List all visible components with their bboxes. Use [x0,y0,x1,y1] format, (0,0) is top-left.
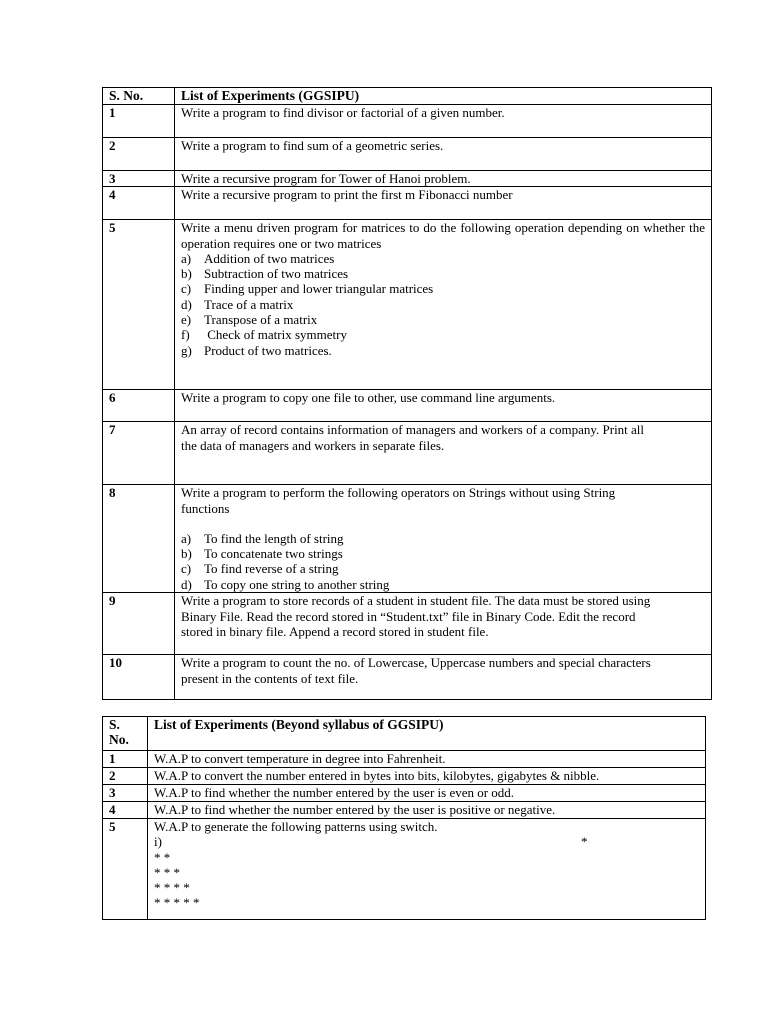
list-item [181,281,705,296]
table-row [103,819,706,920]
item-text: To find the length of string [204,530,344,546]
list-item [181,297,705,312]
experiment-cell [175,485,712,593]
row-number: 7 [103,422,175,485]
item-label: g) [181,342,192,358]
experiments-table-beyond-syllabus [102,716,706,920]
row-number: 5 [103,819,148,920]
experiment-text: Write a menu driven program for matrices to do the following operation depending on whether the operation requires one or two matrices [181,220,705,251]
sno-header: S. No. [103,88,175,105]
list-item [181,546,705,561]
pattern-line: * * * [154,864,180,880]
pattern-label-line [154,834,699,849]
table-row [103,768,706,785]
item-label: d) [181,296,192,312]
item-text: Trace of a matrix [204,296,294,312]
item-label: b) [181,266,192,282]
list-item [181,343,705,358]
experiment-text: W.A.P to find whether the number entered by the user is even or odd. [148,785,706,802]
experiment-text: Write a program to perform the following operators on Strings without using String functions [181,485,616,516]
row-number: 8 [103,485,175,593]
row-number: 10 [103,655,175,700]
experiment-text: Write a program to find sum of a geometric series. [175,138,712,171]
experiment-text: Write a program to find divisor or factorial of a given number. [175,105,712,138]
list-item [181,251,705,266]
list-item [181,531,705,546]
table-row [103,593,712,655]
list-item [181,577,705,592]
table-row [103,105,712,138]
table-row [103,422,712,485]
item-label: e) [181,312,192,328]
item-text: Check of matrix symmetry [204,327,347,343]
table-row [103,802,706,819]
list-item [181,312,705,327]
item-text: Subtraction of two matrices [204,266,349,282]
item-label: d) [181,576,192,592]
item-label: a) [181,250,192,266]
item-label: b) [181,546,192,562]
row-number: 2 [103,138,175,171]
experiments-table-ggsipu [102,87,712,700]
row-number: 5 [103,220,175,390]
experiment-cell [175,220,712,390]
list-item [181,266,705,281]
experiment-cell [148,819,706,920]
item-text: Transpose of a matrix [204,312,318,328]
table-row [103,785,706,802]
spacer [181,516,705,531]
pattern-label: i) [154,834,162,850]
experiment-text: Write a recursive program to print the first m Fibonacci number [175,187,712,220]
item-text: To concatenate two strings [204,546,343,562]
item-text: To copy one string to another string [204,576,390,592]
experiment-text: Write a program to copy one file to other, use command line arguments. [175,390,712,422]
pattern-line: * * * * * [154,895,200,911]
row-number: 3 [103,171,175,187]
experiment-text: W.A.P to convert temperature in degree into Fahrenheit. [148,751,706,768]
item-label: f) [181,327,190,343]
table-row [103,390,712,422]
table-row [103,220,712,390]
table-row [103,187,712,220]
pattern-line: * * [154,849,171,865]
row-number: 4 [103,187,175,220]
row-number: 3 [103,785,148,802]
sub-item-list [181,531,705,592]
table-header-row [103,88,712,105]
table-row [103,138,712,171]
experiments-header: List of Experiments (Beyond syllabus of GGSIPU) [148,717,706,751]
item-text: To find reverse of a string [204,561,339,577]
row-number: 9 [103,593,175,655]
experiment-text: W.A.P to find whether the number entered by the user is positive or negative. [148,802,706,819]
table-row [103,171,712,187]
item-label: c) [181,281,192,297]
item-label: a) [181,530,192,546]
experiment-text: Write a program to store records of a student in student file. The data must be stored using Binary File. Read the record stored in “Student.txt” file in Binary Code. Edit the record stored in binary file. Append a record stored in student file. [175,593,712,655]
list-item [181,561,705,576]
experiment-text: Write a program to count the no. of Lowercase, Uppercase numbers and special characters present in the contents of text file. [175,655,712,700]
item-text: Product of two matrices. [204,342,332,358]
list-item [181,327,705,342]
experiment-text: W.A.P to convert the number entered in bytes into bits, kilobytes, gigabytes & nibble. [148,768,706,785]
row-number: 1 [103,751,148,768]
item-text: Addition of two matrices [204,250,335,266]
experiment-text: Write a recursive program for Tower of Hanoi problem. [175,171,712,187]
table-row [103,751,706,768]
item-text: Finding upper and lower triangular matrices [204,281,434,297]
sub-item-list [181,251,705,358]
row-number: 1 [103,105,175,138]
table-row [103,655,712,700]
table-row [103,485,712,593]
row-number: 4 [103,802,148,819]
table-header-row [103,717,706,751]
pattern-star: * [581,834,588,850]
experiment-text: W.A.P to generate the following patterns using switch. [154,819,438,834]
row-number: 2 [103,768,148,785]
item-label: c) [181,561,192,577]
experiments-header: List of Experiments (GGSIPU) [175,88,712,105]
sno-header: S. No. [103,717,148,751]
row-number: 6 [103,390,175,422]
pattern-line: * * * * [154,880,190,896]
experiment-text: An array of record contains information of managers and workers of a company. Print all the data of managers and workers in separate files. [175,422,712,485]
